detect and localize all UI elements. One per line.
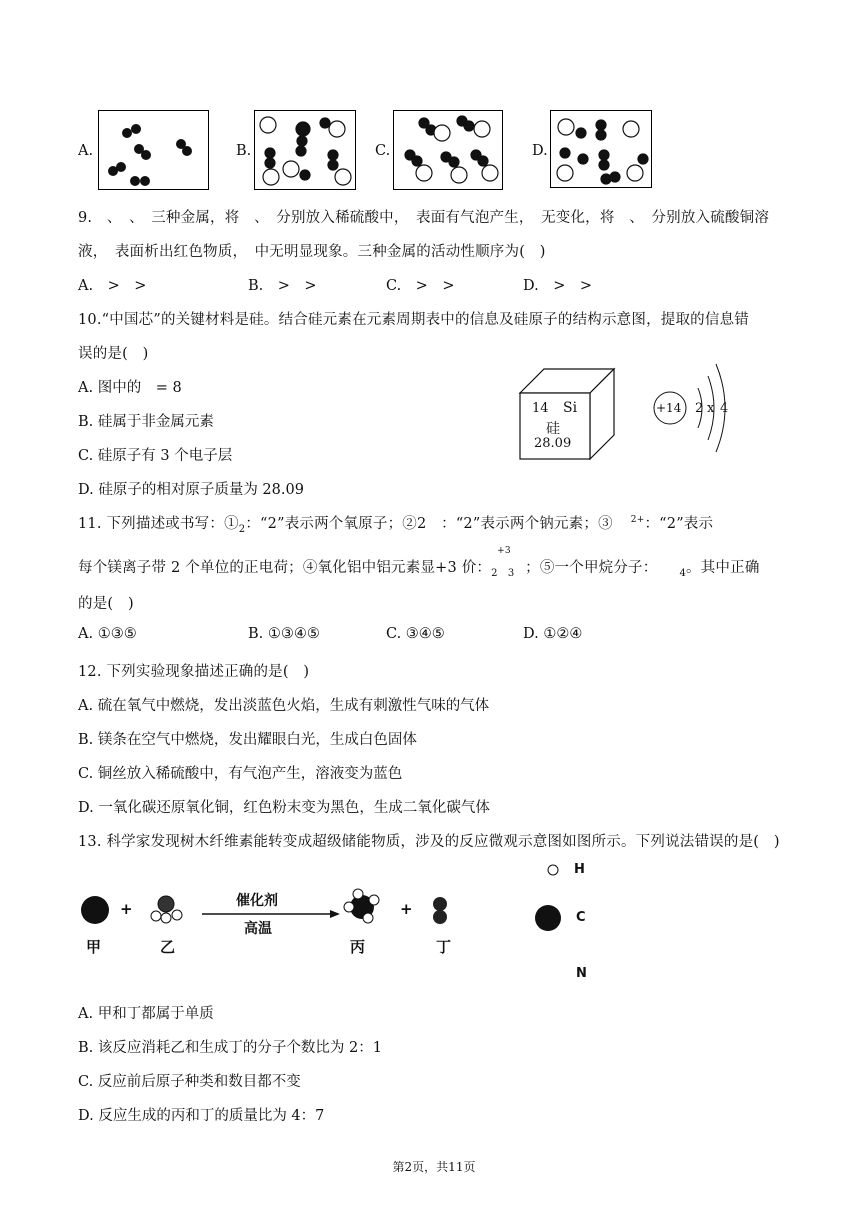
q9-option-a: A. > > (78, 278, 147, 294)
page-footer: 第2页，共11页 (392, 1160, 476, 1174)
q11-stem-line2 (78, 546, 760, 579)
q8-particles-d (551, 111, 651, 187)
q13-option-d: D. 反应生成的丙和丁的质量比为 4：7 (78, 1108, 325, 1124)
q8-particles-b (255, 111, 355, 189)
q12-option-b: B. 镁条在空气中燃烧，发出耀眼白光，生成白色固体 (78, 732, 417, 748)
q8-particles-a (99, 111, 208, 189)
q8-label-b: B. (236, 143, 252, 159)
shell3-electrons: 4 (720, 401, 729, 416)
q8-particles-c (394, 111, 502, 189)
q8-label-c: C. (375, 143, 391, 159)
reaction-molecules (78, 860, 598, 960)
periodic-table-cell (518, 365, 618, 460)
q8-label-d: D. (532, 143, 548, 159)
q13-option-a: A. 甲和丁都属于单质 (78, 1006, 214, 1022)
label-yi: 乙 (160, 938, 176, 956)
q12-option-d: D. 一氧化碳还原氧化铜，红色粉末变为黑色，生成二氧化碳气体 (78, 800, 490, 816)
q13-option-b: B. 该反应消耗乙和生成丁的分子个数比为 2：1 (78, 1040, 382, 1056)
reaction-diagram (78, 860, 598, 981)
plus-sign-1: + (120, 900, 133, 918)
q9-option-b: B. > > (248, 278, 317, 294)
q11-valence: +3 (497, 546, 511, 556)
cell-name: 硅 (546, 421, 560, 437)
q9-option-c: C. > > (386, 278, 455, 294)
q11-option-d: D. ①②④ (523, 626, 583, 642)
q10-stem-line2: 误的是( ) (78, 346, 149, 362)
q11-text-2d: 。其中正确 (686, 560, 760, 576)
q8-box-b (254, 110, 356, 190)
q13-option-c: C. 反应前后原子种类和数目都不变 (78, 1074, 301, 1090)
q11-sub-al2o3: 2 3 (491, 568, 515, 579)
q11-text-1a: 11. 下列描述或书写：① (78, 516, 239, 532)
q8-label-a: A. (78, 143, 94, 159)
q11-sub-o2: 2 (238, 523, 246, 535)
q10-option-a: A. 图中的 = 8 (78, 380, 182, 396)
q9-stem-line1: 9. 、 、 三种金属，将 、 分别放入稀硫酸中， 表面有气泡产生， 无变化，将 、 分别放入硫酸铜溶 (78, 210, 770, 226)
q11-text-2a: 每个镁离子带 2 个单位的正电荷；④氧化铝中铝元素显+3 价： (78, 560, 492, 576)
q11-sup-mg: 2+ (630, 515, 645, 526)
label-bing: 丙 (350, 938, 366, 956)
legend-c: C (576, 910, 586, 925)
q9-stem-line2: 液， 表面析出红色物质， 中无明显现象。三种金属的活动性顺序为( ) (78, 244, 546, 260)
cell-mass: 28.09 (534, 436, 572, 451)
q10-option-b: B. 硅属于非金属元素 (78, 414, 214, 430)
shell1-electrons: 2 (695, 401, 704, 416)
atom-structure-diagram (650, 358, 740, 458)
q11-stem-line3: 的是( ) (78, 596, 134, 612)
condition-label: 高温 (244, 921, 272, 937)
q11-text-1c: ：“2”表示两个氧原子；②2 ：“2”表示两个钠元素；③ (245, 516, 613, 532)
q11-option-c: C. ③④⑤ (386, 626, 445, 642)
label-jia: 甲 (86, 938, 102, 956)
cell-symbol: Si (563, 400, 578, 416)
q11-stem-line1 (78, 512, 713, 535)
q12-option-a: A. 硫在氧气中燃烧，发出淡蓝色火焰，生成有刺激性气味的气体 (78, 698, 490, 714)
q11-option-a: A. ①③⑤ (78, 626, 137, 642)
q11-option-b: B. ①③④⑤ (248, 626, 320, 642)
cell-atomic-number: 14 (532, 401, 549, 416)
q10-stem-line1: 10.“中国芯”的关键材料是硅。结合硅元素在元素周期表中的信息及硅原子的结构示意图，提取的信息错 (78, 312, 749, 328)
legend-n: N (576, 966, 587, 981)
plus-sign-2: + (400, 900, 413, 918)
legend-h: H (574, 862, 585, 877)
q8-box-d (550, 110, 652, 188)
q8-box-a (98, 110, 209, 190)
catalyst-label: 催化剂 (236, 893, 278, 909)
q12-stem: 12. 下列实验现象描述正确的是( ) (78, 664, 310, 680)
q9-option-d: D. > > (523, 278, 593, 294)
nucleus-charge: +14 (656, 401, 682, 415)
label-ding: 丁 (436, 938, 452, 956)
q11-sub-ch4: 4 (679, 567, 687, 579)
q8-box-c (393, 110, 503, 190)
q12-option-c: C. 铜丝放入稀硫酸中，有气泡产生，溶液变为蓝色 (78, 766, 403, 782)
q11-text-2b: ；⑤一个甲烷分子： (525, 560, 658, 576)
q10-option-c: C. 硅原子有 3 个电子层 (78, 448, 233, 464)
q11-text-1e: ：“2”表示 (644, 516, 714, 532)
shell2-electrons: x (707, 401, 715, 416)
q13-stem: 13. 科学家发现树木纤维素能转变成超级储能物质，涉及的反应微观示意图如图所示。下列说法错误的是( ) (78, 834, 780, 850)
q10-option-d: D. 硅原子的相对原子质量为 28.09 (78, 482, 304, 498)
